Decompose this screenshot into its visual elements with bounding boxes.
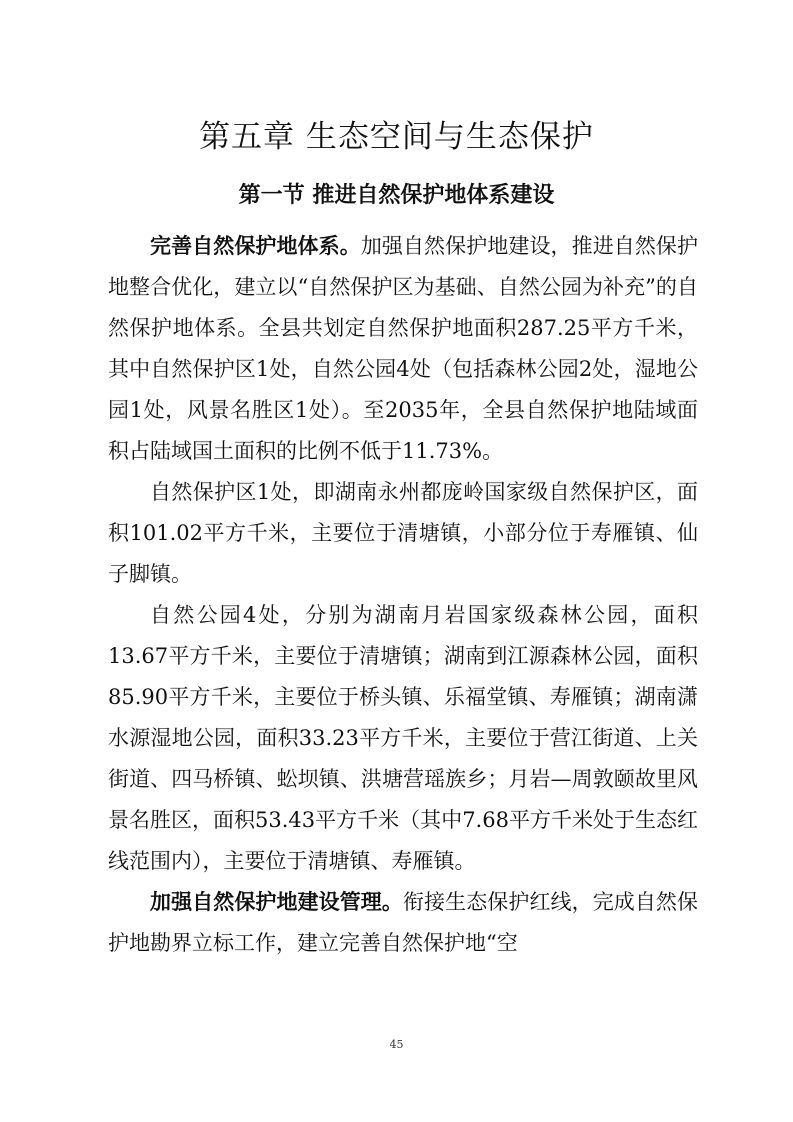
paragraph-text: 衔接生态保护红线，完成自然保护地勘界立标工作，建立完善自然保护地“空 (108, 890, 699, 955)
paragraph-text: 自然公园4处，分别为湖南月岩国家级森林公园，面积13.67平方千米，主要位于清塘镇；湖南到江源森林公园，面积85.90平方千米，主要位于桥头镇、乐福堂镇、寿雁镇；湖南潇水源湿地公园，面积33.23平方千米，主要位于营江街道、上关街道、四马桥镇、蚣坝镇、洪塘营瑶族乡；月岩—周敦颐故里风景名胜区，面积53.43平方千米（其中7.68平方千米处于生态红线范围内），主要位于清塘镇、寿雁镇。 (108, 603, 698, 873)
section-title: 第一节 推进自然保护地体系建设 (238, 183, 555, 208)
paragraph-lead: 完善自然保护地体系。 (150, 234, 361, 258)
chapter-title: 第五章 生态空间与生态保护 (199, 119, 594, 155)
paragraph-text: 加强自然保护地建设，推进自然保护地整合优化，建立以“自然保护区为基础、自然公园为补充”的自然保护地体系。全县共划定自然保护地面积287.25平方千米，其中自然保护区1处，自然公园4处（包括森林公园2处，湿地公园1处，风景名胜区1处）。至2035年，全县自然保护地陆域面积占陆域国土面积的比例不低于11.73%。 (108, 234, 699, 463)
page-number: 45 (389, 1038, 404, 1051)
paragraph-2 (108, 472, 698, 595)
paragraph-lead: 加强自然保护地建设管理。 (150, 890, 403, 914)
paragraph-1 (108, 226, 698, 472)
body-text (108, 226, 698, 964)
paragraph-3 (108, 595, 698, 882)
paragraph-4 (108, 882, 698, 964)
paragraph-text: 自然保护区1处，即湖南永州都庞岭国家级自然保护区，面积101.02平方千米，主要位于清塘镇，小部分位于寿雁镇、仙子脚镇。 (108, 480, 698, 586)
